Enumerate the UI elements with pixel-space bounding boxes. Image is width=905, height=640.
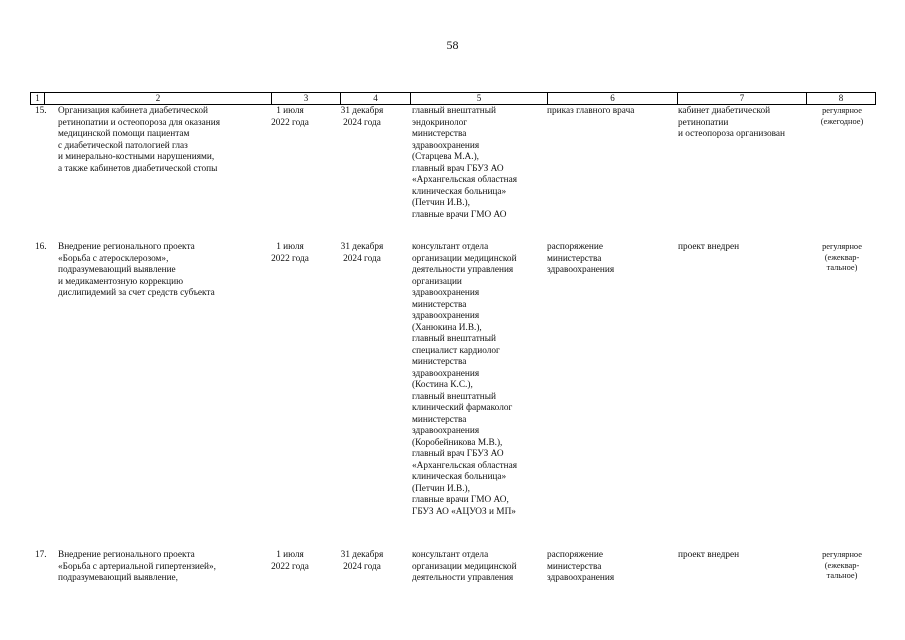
column-header-7: 7 <box>677 93 806 104</box>
column-header-2: 2 <box>44 93 271 104</box>
result-cell: кабинет диабетической ретинопатии и остеопороза организован <box>678 106 786 139</box>
end-date-cell: 31 декабря 2024 года <box>340 242 384 264</box>
column-header-6: 6 <box>547 93 677 104</box>
column-header-3: 3 <box>271 93 340 104</box>
start-date-cell: 1 июля 2022 года <box>271 550 309 572</box>
action-cell: Внедрение регионального проекта «Борьба с артериальной гипертензией», подразумевающий выявление, <box>58 550 216 583</box>
column-header-4: 4 <box>340 93 410 104</box>
row-number: 15. <box>35 106 47 116</box>
frequency-cell: регулярное (ежеквар- тальное) <box>822 242 862 272</box>
frequency-cell: регулярное (ежеквар- тальное) <box>822 550 862 580</box>
responsible-cell: главный внештатный эндокринолог министерства здравоохранения (Старцева М.А.), главный врач ГБУЗ АО «Архангельская областная клиническая больница» (Петчин И.В.), главные врачи ГМО АО <box>412 106 518 220</box>
column-header-1: 1 <box>30 93 44 104</box>
start-date-cell: 1 июля 2022 года <box>271 242 309 264</box>
responsible-cell: консультант отдела организации медицинской деятельности управления организации здравоохранения министерства здравоохранения (Ханюкина И.В.), главный внештатный специалист кардиолог министерства здравоохранения (Костина К.С.), главный внештатный клинический фармаколог министерства здравоохранения (Коробейникова М.В.), главный врач ГБУЗ АО «Архангельская областная клиническая больница» (Петчин И.В.), главные врачи ГМО АО, ГБУЗ АО «АЦУОЗ и МП» <box>412 242 518 517</box>
action-cell: Организация кабинета диабетической ретинопатии и остеопороза для оказания медицинской помощи пациентам с диабетической патологией глаз и минерально-костными нарушениями, а также кабинетов диабетической стопы <box>58 106 220 174</box>
document-cell: распоряжение министерства здравоохранения <box>547 242 615 275</box>
result-cell: проект внедрен <box>678 242 740 252</box>
row-number: 16. <box>35 242 47 252</box>
table-header-row <box>30 92 876 105</box>
document-cell: распоряжение министерства здравоохранения <box>547 550 615 583</box>
document-cell: приказ главного врача <box>547 106 635 116</box>
column-header-5: 5 <box>410 93 547 104</box>
start-date-cell: 1 июля 2022 года <box>271 106 309 128</box>
page-number: 58 <box>446 38 459 52</box>
responsible-cell: консультант отдела организации медицинской деятельности управления <box>412 550 517 583</box>
action-cell: Внедрение регионального проекта «Борьба с атеросклерозом», подразумевающий выявление и медикаментозную коррекцию дислипидемий за счет средств субъекта <box>58 242 215 298</box>
frequency-cell: регулярное (ежегодное) <box>820 106 864 126</box>
result-cell: проект внедрен <box>678 550 740 560</box>
end-date-cell: 31 декабря 2024 года <box>340 106 384 128</box>
end-date-cell: 31 декабря 2024 года <box>340 550 384 572</box>
column-header-8: 8 <box>806 93 876 104</box>
row-number: 17. <box>35 550 47 560</box>
